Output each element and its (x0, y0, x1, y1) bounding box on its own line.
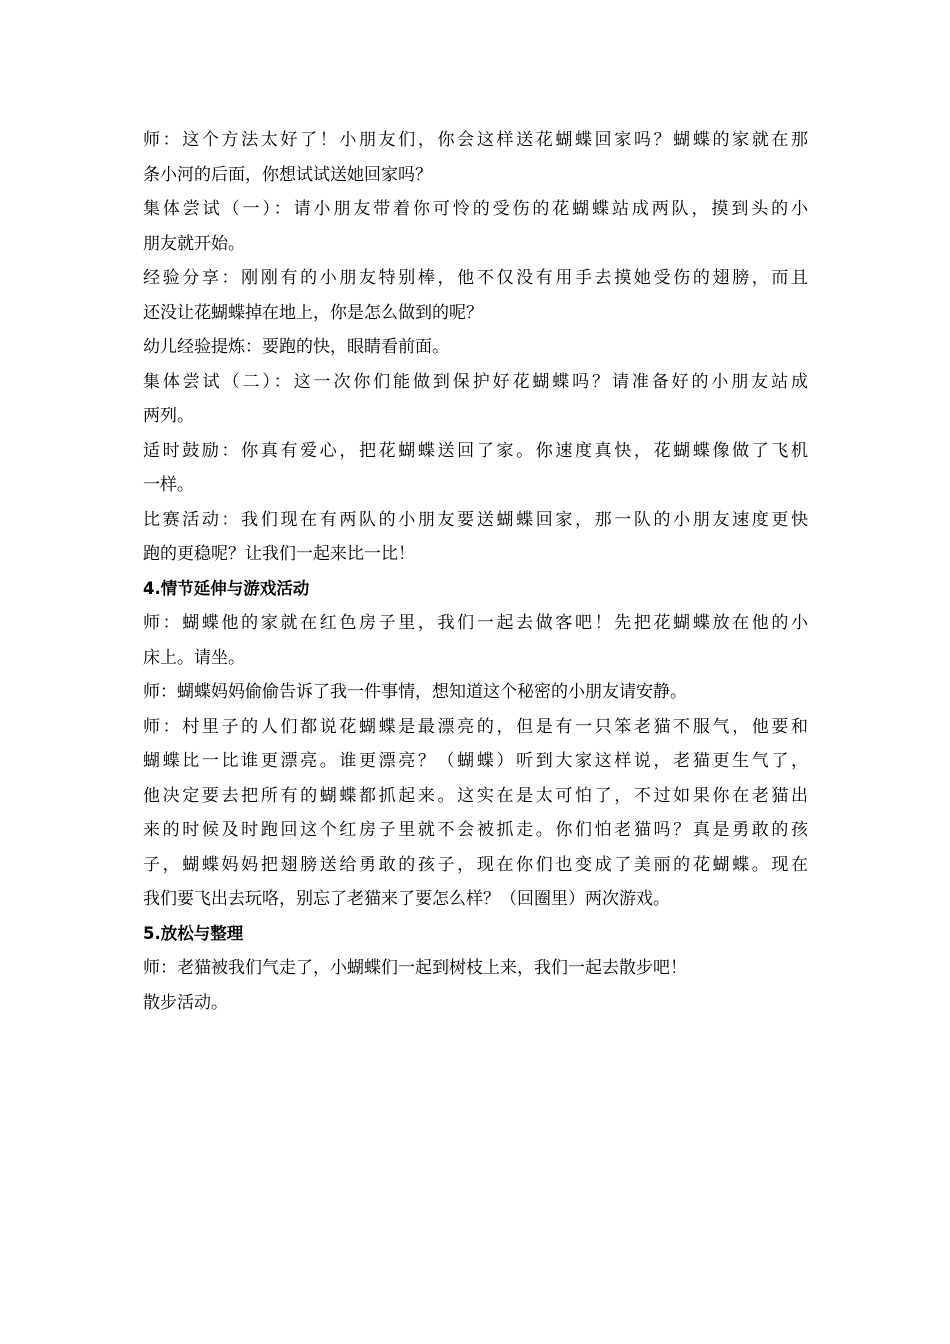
paragraph-line: 集体尝试（二）：这一次你们能做到保护好花蝴蝶吗？请准备好的小朋友站成 (143, 371, 808, 392)
paragraph-line: 比赛活动：我们现在有两队的小朋友要送蝴蝶回家，那一队的小朋友速度更快 (143, 509, 808, 530)
paragraph-line: 蝴蝶比一比谁更漂亮。谁更漂亮？（蝴蝶）听到大家这样说，老猫更生气了， (143, 751, 808, 771)
paragraph-line: 师：村里子的人们都说花蝴蝶是最漂亮的，但是有一只笨老猫不服气，他要和 (143, 716, 808, 737)
paragraph-line: 适时鼓励：你真有爱心，把花蝴蝶送回了家。你速度真快，花蝴蝶像做了飞机 (143, 440, 808, 461)
paragraph-line: 一样。 (143, 475, 194, 495)
paragraph-line: 来的时候及时跑回这个红房子里就不会被抓走。你们怕老猫吗？真是勇敢的孩 (143, 820, 808, 840)
paragraph-line: 我们要飞出去玩咯，别忘了老猫来了要怎么样？（回圈里）两次游戏。 (143, 889, 670, 909)
paragraph-line: 还没让花蝴蝶掉在地上，你是怎么做到的呢？ (143, 302, 483, 323)
document-body (143, 123, 808, 1020)
paragraph-line: 师：蝴蝶他的家就在红色房子里，我们一起去做客吧！先把花蝴蝶放在他的小 (143, 613, 808, 633)
paragraph-line: 跑的更稳呢？让我们一起来比一比！ (143, 544, 415, 564)
section-heading: 5.放松与整理 (143, 923, 244, 943)
paragraph-line: 朋友就开始。 (143, 233, 245, 254)
paragraph-line: 师：这个方法太好了！小朋友们，你会这样送花蝴蝶回家吗？蝴蝶的家就在那 (143, 130, 808, 150)
paragraph-line: 师：蝴蝶妈妈偷偷告诉了我一件事情，想知道这个秘密的小朋友请安静。 (143, 682, 687, 702)
paragraph-line: 经验分享：刚刚有的小朋友特别棒，他不仅没有用手去摸她受伤的翅膀，而且 (143, 268, 808, 288)
paragraph-line: 师：老猫被我们气走了，小蝴蝶们一起到树枝上来，我们一起去散步吧！ (143, 958, 687, 978)
paragraph-line: 子，蝴蝶妈妈把翅膀送给勇敢的孩子，现在你们也变成了美丽的花蝴蝶。现在 (143, 854, 808, 875)
paragraph-line: 他决定要去把所有的蝴蝶都抓起来。这实在是太可怕了，不过如果你在老猫出 (143, 785, 808, 806)
section-heading: 4.情节延伸与游戏活动 (143, 578, 310, 598)
paragraph-line: 幼儿经验提炼：要跑的快，眼睛看前面。 (143, 337, 449, 357)
paragraph-line: 条小河的后面，你想试试送她回家吗？ (143, 164, 432, 185)
paragraph-line: 两列。 (143, 406, 194, 426)
paragraph-line: 散步活动。 (143, 992, 228, 1013)
paragraph-line: 床上。请坐。 (143, 647, 245, 668)
paragraph-line: 集体尝试（一）：请小朋友带着你可怜的受伤的花蝴蝶站成两队，摸到头的小 (143, 199, 808, 219)
